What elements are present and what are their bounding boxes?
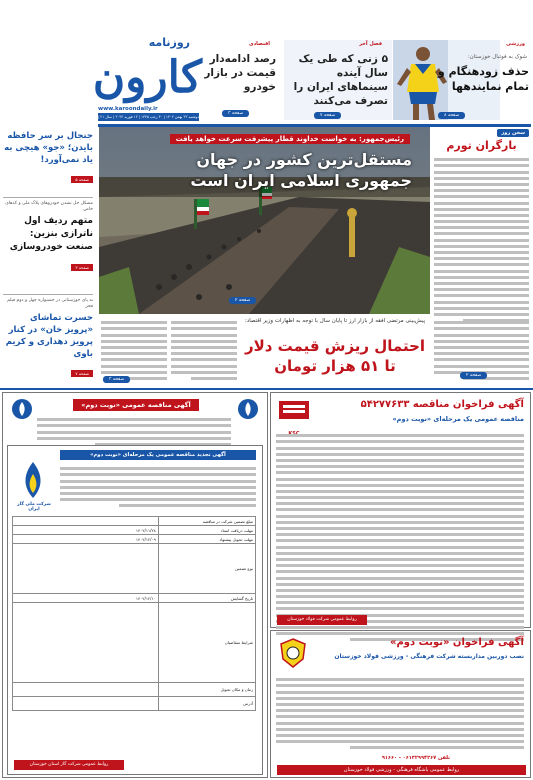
lead-headline: مستقل‌ترین کشور در جهان جمهوری اسلامی ایران است (190, 150, 412, 190)
teaser-economy[interactable] (200, 40, 280, 120)
side-page: صفحه ۳ (71, 264, 93, 271)
kicker: فصل آخر (359, 41, 382, 47)
gas-logo-right (235, 397, 261, 421)
foolad-footer (277, 765, 526, 775)
ksc-footer (277, 615, 367, 625)
dollar-story[interactable] (240, 318, 430, 384)
headline: رصد ادامه‌دار قیمت در بازار خودرو (204, 53, 276, 93)
side-page: صفحه ۵ (71, 176, 93, 183)
table-row: مبلغ تضمین شرکت در مناقصه (13, 517, 256, 526)
page-badge: صفحه ۳ (222, 110, 249, 117)
kicker: ورزشی (506, 41, 525, 47)
ksc-title: آگهی فراخوان مناقصه ۵۴۲۷۷۶۳۳ (360, 399, 524, 410)
gas-box-logo (16, 460, 50, 500)
ksc-logo (277, 399, 311, 427)
gas-company: شرکت ملی گاز ایران (17, 502, 51, 512)
foolad-body (276, 675, 524, 755)
side-page: صفحه ۷ (71, 370, 93, 377)
headline: حذف زودهنگام و تمام نمایندهها (437, 65, 529, 93)
table-row: زمان و مکان تحویل (13, 683, 256, 697)
side-headline: متهم ردیف اول ناترازی بنزین: صنعت خودروسازی (9, 216, 93, 252)
side-item-2[interactable] (3, 201, 93, 273)
side-headline: جنجال بر سر حافظه بایدن؛ «جو» هیچی به یاد نمی‌آورد! (4, 131, 93, 165)
ksc-sub: مناقصه عمومی یک مرحله‌ای «نوبت دوم» (392, 415, 524, 423)
page-badge: صفحه ۷ (314, 112, 341, 119)
dateline: دوشنبه ۲۲ بهمن ۱۴۰۲ | ۳۰ رجب ۱۴۴۵ | ۱۲ فوریه ۲۰۲۴ | سال ۲۱ | شماره ۳۸۷۸ | ۸ صفحه | ۴۰۰۰ تومان (41, 115, 199, 119)
ads-divider (0, 388, 533, 390)
table-row: آدرس (13, 697, 256, 711)
side-column (0, 126, 97, 386)
table-row: مهلت دریافت اسناد ۱۴۰۲/۱۱/۲۸ (13, 526, 256, 535)
table-row: مهلت تحویل پیشنهاد ۱۴۰۲/۱۲/۰۹ (13, 535, 256, 544)
side-sub: به پای خوزستانی در جشنواره چهل و دوم فیلم فجر (7, 298, 93, 309)
gas-table (12, 516, 256, 711)
gas-box-title-text: آگهی تجدید مناقصه عمومی یک مرحله‌ای «نوبت دوم» (90, 452, 226, 458)
editorial-body (434, 155, 529, 305)
subhead: شوک به فوتبال خوزستان: (467, 54, 527, 60)
editorial-cont (432, 318, 531, 380)
gas-box-title (60, 450, 256, 460)
lead-page: صفحه ۲ (229, 297, 256, 304)
editorial (432, 127, 531, 315)
table-row: شرایط متقاضیان (13, 603, 256, 683)
logo-small-text: روزنامه (148, 36, 190, 49)
dollar-body (99, 318, 239, 384)
gas-title (73, 399, 199, 411)
masthead (92, 30, 202, 125)
lead-supertitle: رئیس‌جمهور: به خواست خداوند قطار پیشرفت سرعت خواهد یافت (170, 134, 410, 144)
gas-title-text: آگهی مناقصه عمومی «نوبت دوم» (81, 401, 191, 409)
side-item-3[interactable] (3, 298, 93, 379)
website-link[interactable]: www.karoondaily.ir (98, 106, 158, 112)
gas-box (7, 445, 263, 775)
editorial-page: صفحه ۲ (460, 372, 487, 379)
foolad-logo (277, 637, 309, 669)
ad-gas[interactable] (2, 392, 268, 778)
table-row: نوع تضمین (13, 544, 256, 594)
side-headline: حسرت تماشای «پرویز خان» در کنار پرویز دهداری و کریم باوی (5, 313, 93, 359)
teaser-cinema[interactable] (284, 40, 392, 120)
foolad-title: آگهی فراخوان «نوبت دوم» (389, 637, 524, 648)
logo-text: کارون (92, 52, 202, 103)
gas-footer (14, 760, 124, 770)
gas-footer-text: روابط عمومی شرکت گاز استان خوزستان (29, 762, 109, 767)
side-divider-1 (3, 197, 93, 198)
lead-story[interactable] (99, 127, 430, 314)
side-divider-2 (3, 294, 93, 295)
ksc-body (276, 431, 524, 611)
ad-ksc[interactable] (270, 392, 531, 628)
dollar-headline: احتمال ریزش قیمت دلار تا ۵۱ هزار تومان (244, 337, 426, 375)
editorial-title: بارگران تورم (446, 139, 517, 152)
ksc-footer-text: روابط عمومی شرکت فولاد خوزستان (287, 617, 357, 622)
gas-logo-left (9, 397, 35, 421)
editorial-kicker: سخن روز (497, 129, 529, 137)
side-item-1[interactable] (3, 130, 93, 185)
foolad-footer-text: روابط عمومی باشگاه فرهنگی - ورزشی فولاد خوزستان (343, 767, 460, 773)
foolad-sub: نصب دوربین مداربسته شرکت فرهنگی - ورزشی فولاد خوزستان (334, 653, 524, 660)
dollar-page: صفحه ۳ (103, 376, 130, 383)
dateline-bar (41, 113, 199, 121)
headline: ۵ زنی که طی یک سال آینده سینماهای ایران را تصرف می‌کنند (293, 53, 388, 107)
gas-intro (37, 415, 231, 445)
page-badge: صفحه ۸ (438, 112, 465, 119)
side-sub: مشکل حل نشدن خودروهای پلاک ملی و کدهای خاص (5, 201, 93, 212)
teaser-sports-text[interactable] (420, 40, 531, 120)
ad-foolad[interactable] (270, 630, 531, 778)
table-row: تاریخ گشایش ۱۴۰۲/۱۲/۱۰ (13, 594, 256, 603)
kicker: اقتصادی (249, 41, 270, 47)
dollar-supertitle: پیش‌بینی مرتضی افقه از بازار ارز تا پایان سال با توجه به اظهارات وزیر اقتصاد: (244, 318, 426, 324)
foolad-phone: تلفن ۰۶۱۳۲۹۹۴۲۶۷ - ۹۱۶۶۰ (381, 755, 450, 761)
